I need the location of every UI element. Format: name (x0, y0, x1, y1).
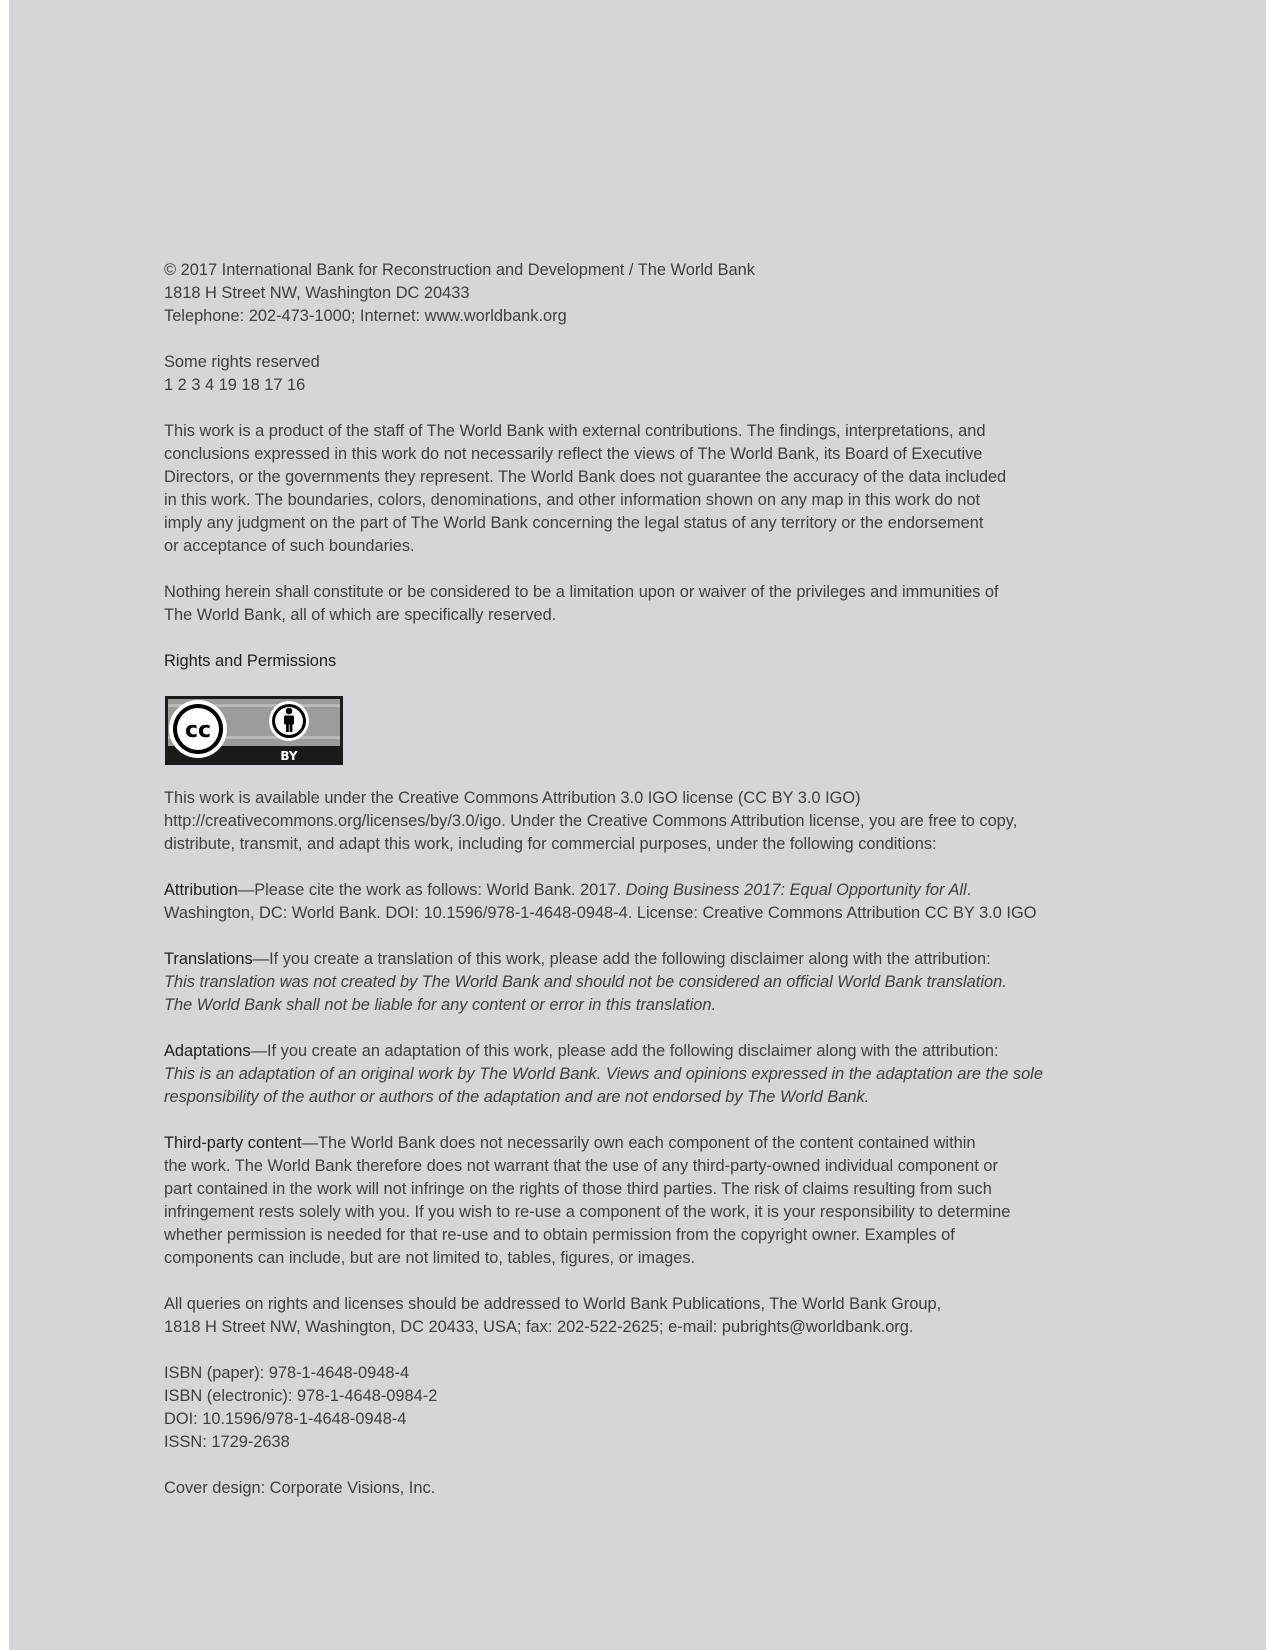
third-party-term: Third-party content (164, 1134, 302, 1152)
translations-paragraph (164, 948, 1164, 1017)
disclaimer-line: imply any judgment on the part of The World Bank concerning the legal status of any territory or the endorsement (164, 514, 984, 532)
third-party-paragraph (164, 1132, 1164, 1270)
by-label: BY (280, 749, 298, 763)
copyright-line: © 2017 International Bank for Reconstruction and Development / The World Bank (164, 261, 755, 279)
translations-line (164, 948, 1164, 971)
queries-paragraph (164, 1293, 1164, 1339)
rights-reserved-text: Some rights reserved (164, 353, 320, 371)
issn: ISSN: 1729-2638 (164, 1433, 290, 1451)
attribution-paragraph (164, 879, 1164, 925)
address-line: 1818 H Street NW, Washington DC 20433 (164, 284, 470, 302)
translations-disclaimer: This translation was not created by The World Bank and should not be considered an official World Bank translation. (164, 973, 1007, 991)
page-content (164, 259, 1164, 1500)
attribution-title: Doing Business 2017: Equal Opportunity for All (625, 881, 967, 899)
adaptations-text: —If you create an adaptation of this work, please add the following disclaimer along with the attribution: (250, 1042, 999, 1060)
license-line: distribute, transmit, and adapt this work, including for commercial purposes, under the following conditions: (164, 835, 937, 853)
translations-text: —If you create a translation of this work, please add the following disclaimer along with the attribution: (252, 950, 991, 968)
identifiers-block (164, 1362, 1164, 1454)
third-party-line: components can include, but are not limited to, tables, figures, or images. (164, 1249, 696, 1267)
adaptations-paragraph (164, 1040, 1164, 1109)
disclaimer-line: This work is a product of the staff of The World Bank with external contributions. The findings, interpretations, and (164, 422, 986, 440)
license-line: This work is available under the Creative Commons Attribution 3.0 IGO license (CC BY 3.0 IGO) (164, 789, 861, 807)
attribution-citation: Washington, DC: World Bank. DOI: 10.1596/978-1-4648-0948-4. License: Creative Commons Attribution CC BY 3.0 IGO (164, 904, 1037, 922)
disclaimer-paragraph (164, 420, 1164, 558)
copyright-block (164, 259, 1164, 328)
third-party-line: whether permission is needed for that re-use and to obtain permission from the copyright owner. Examples of (164, 1226, 955, 1244)
disclaimer-line: conclusions expressed in this work do not necessarily reflect the views of The World Bank, its Board of Executive (164, 445, 983, 463)
disclaimer-line: in this work. The boundaries, colors, denominations, and other information shown on any map in this work do not (164, 491, 981, 509)
copyright-page (9, 0, 1266, 1650)
creative-commons-by-icon (165, 696, 343, 765)
isbn-electronic: ISBN (electronic): 978-1-4648-0984-2 (164, 1387, 438, 1405)
license-paragraph (164, 787, 1164, 856)
license-line: http://creativecommons.org/licenses/by/3.0/igo. Under the Creative Commons Attribution license, you are free to copy, (164, 812, 1018, 830)
third-party-text: —The World Bank does not necessarily own each component of the content contained within (301, 1134, 976, 1152)
immunities-line: The World Bank, all of which are specifically reserved. (164, 606, 557, 624)
attribution-term: Attribution (164, 881, 238, 899)
immunities-line: Nothing herein shall constitute or be considered to be a limitation upon or waiver of the privileges and immunities of (164, 583, 999, 601)
cc-symbol: cc (184, 718, 212, 743)
permissions-heading: Rights and Permissions (164, 652, 337, 670)
adaptations-line (164, 1040, 1164, 1063)
immunities-paragraph (164, 581, 1164, 627)
attribution-text: —Please cite the work as follows: World Bank. 2017. (237, 881, 626, 899)
print-line: 1 2 3 4 19 18 17 16 (164, 376, 306, 394)
cover-design-credit: Cover design: Corporate Visions, Inc. (164, 1479, 436, 1497)
attribution-period: . (966, 881, 972, 899)
rights-reserved-block (164, 351, 1164, 397)
doi: DOI: 10.1596/978-1-4648-0948-4 (164, 1410, 407, 1428)
adaptations-disclaimer: This is an adaptation of an original work by The World Bank. Views and opinions expressed in the adaptation are the sole (164, 1065, 1043, 1083)
third-party-line (164, 1132, 1164, 1155)
attribution-line (164, 879, 1164, 902)
third-party-line: infringement rests solely with you. If you wish to re-use a component of the work, it is your responsibility to determine (164, 1203, 1011, 1221)
adaptations-term: Adaptations (164, 1042, 251, 1060)
translations-term: Translations (164, 950, 253, 968)
adaptations-disclaimer: responsibility of the author or authors of the adaptation and are not endorsed by The World Bank. (164, 1088, 870, 1106)
disclaimer-line: or acceptance of such boundaries. (164, 537, 415, 555)
disclaimer-line: Directors, or the governments they represent. The World Bank does not guarantee the accuracy of the data included (164, 468, 1007, 486)
third-party-line: part contained in the work will not infringe on the rights of those third parties. The risk of claims resulting from such (164, 1180, 992, 1198)
queries-line: 1818 H Street NW, Washington, DC 20433, USA; fax: 202-522-2625; e-mail: pubrights@worldbank.org. (164, 1318, 914, 1336)
third-party-line: the work. The World Bank therefore does not warrant that the use of any third-party-owned individual component or (164, 1157, 998, 1175)
queries-line: All queries on rights and licenses should be addressed to World Bank Publications, The World Bank Group, (164, 1295, 942, 1313)
isbn-paper: ISBN (paper): 978-1-4648-0948-4 (164, 1364, 410, 1382)
contact-line: Telephone: 202-473-1000; Internet: www.worldbank.org (164, 307, 567, 325)
translations-disclaimer: The World Bank shall not be liable for any content or error in this translation. (164, 996, 717, 1014)
